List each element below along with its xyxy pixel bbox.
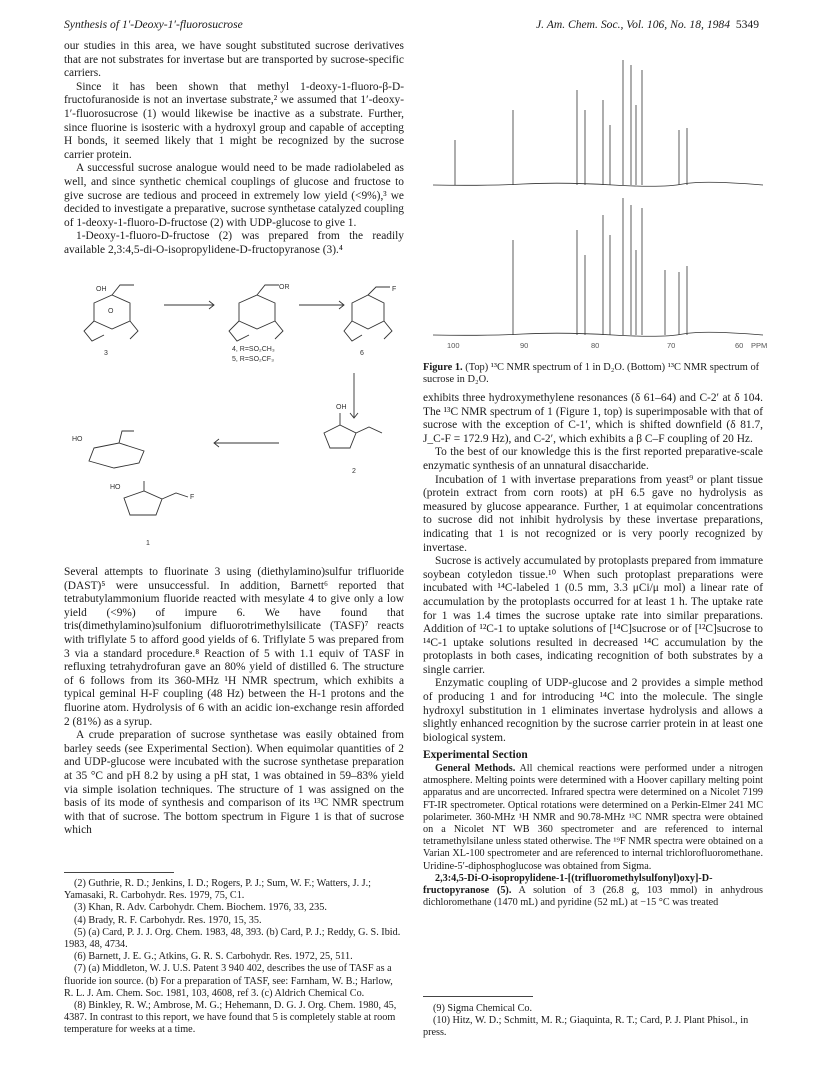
paragraph: exhibits three hydroxymethylene resonances (δ 61–64) and C-2′ at δ 104. The ¹³C NMR spectrum of 1 (Figure 1, top) is superimposable with that of sucrose with the exception of C-1′, which is shifted downfield (δ 81.7, J_C-F = 172.9 Hz), and C-2′, which exhibits a β C–F coupling of 20 Hz.	[423, 392, 763, 445]
journal-volume: Vol. 106, No. 18, 1984	[626, 18, 731, 31]
page-number: 5349	[735, 18, 759, 31]
reference: (4) Brady, R. F. Carbohydr. Res. 1970, 15, 35.	[74, 914, 262, 926]
compound-label: 4, R=SO₂CH₃	[232, 346, 275, 353]
nmr-figure	[423, 40, 773, 380]
footnote-rule	[64, 872, 174, 873]
reference: (7) (a) Middleton, W. J. U.S. Patent 3 940 402, describes the use of TASF as a fluoride ion source. (b) For a preparation of TASF, see: Farnham, W. B.; Harlow, R. L. J. Am. Chem. Soc. 1981, 103, 4608, ref 3. (c) Aldrich Chemical Co.	[64, 963, 393, 999]
atom-label: O	[108, 308, 114, 315]
paragraph: Sucrose is actively accumulated by protoplasts prepared from immature soybean cotyledon tissue.¹⁰ When such protoplast preparations were incubated with ¹⁴C-labeled 1 (0.5 mm, 3.3 μCi/μ mol) a linear rate of accumulation by the protoplasts occurred for at least 1 h. The uptake rate for 1 was 1.4 times the sucrose uptake rate into similar preparations. Addition of ¹²C-1 to uptake solutions of [¹⁴C]sucrose or of [¹²C]sucrose to ¹⁴C-1 uptake solutions resulted in decreased ¹⁴C accumulation by the protoplasts in both cases, indicating recognition of both substrates by a single carrier.	[423, 555, 763, 676]
atom-label: OH	[96, 286, 107, 293]
reaction-scheme-drawing	[64, 283, 404, 568]
atom-label: F	[392, 286, 397, 293]
experimental-paragraph	[423, 763, 763, 873]
paragraph: Several attempts to fluorinate 3 using (diethylamino)sulfur trifluoride (DAST)⁵ were unsuccessful. In addition, Barnett⁶ reported that tetrabutylammonium fluoride reacted with mesylate 4 to give only a low yield (<9%) of impure 6. We have found that tris(dimethylamino)sulfonium difluorotrimethylsilicate (TASF)⁷ reacts with triflylate 5 to afford good yields of 6. Triflylate 5 was prepared from 3 via a standard procedure.⁸ Reaction of 5 with 1.1 equiv of TASF in refluxing tetrahydrofuran gave an 80% yield of distilled 6. The structure of 6 follows from its 360-MHz ¹H NMR spectrum, which exhibits a typical geminal H-F coupling (48 Hz) between the H-1 protons and the fluorine atom. Hydrolysis of 6 with an acidic ion-exchange resin afforded 2 (81%) as a syrup.	[64, 566, 404, 728]
axis-unit-label: PPM	[751, 341, 768, 350]
compound-label: 5, R=SO₂CF₃	[232, 356, 274, 363]
axis-tick-label: 90	[520, 341, 529, 350]
journal-name: J. Am. Chem. Soc.,	[536, 18, 624, 31]
references-left	[64, 878, 404, 1037]
reference: (3) Khan, R. Adv. Carbohydr. Chem. Biochem. 1976, 33, 235.	[74, 902, 327, 914]
left-column-intro	[64, 40, 404, 258]
section-heading: Experimental Section	[423, 749, 528, 762]
paragraph: A successful sucrose analogue would need to be made radiolabeled as well, and since synthetic chemical couplings of glucose and fructose to give sucrose are tedious and proceed in extremely low yield (<9%),³ we decided to investigate a preparative, sucrose synthetase catalyzed coupling of 1-deoxy-1-fluoro-D-fructose (2) with UDP-glucose to give 1.	[64, 162, 405, 229]
reference: (10) Hitz, W. D.; Schmitt, M. R.; Giaquinta, R. T.; Card, P. J. Plant Phisol., in press.	[423, 1015, 749, 1039]
reference: (9) Sigma Chemical Co.	[433, 1003, 533, 1014]
atom-label: F	[190, 494, 195, 501]
paragraph: our studies in this area, we have sought substituted sucrose derivatives that are not substrates for invertase but are transported by sucrose-specific carriers.	[64, 40, 404, 80]
paragraph-text: All chemical reactions were performed under a nitrogen atmosphere. Melting points were determined with a Hoover capillary melting point apparatus and are uncorrected. Infrared spectra were determined on a Nicolet 7199 FT-IR spectrometer. Optical rotations were determined on a Perkin-Elmer 241 MC polarimeter. 360-MHz ¹H NMR and 90.78-MHz ¹³C NMR spectra were obtained on a Nicolet NT WB 360 spectrometer and are referenced to internal tetramethylsilane unless stated otherwise. The ¹⁹F NMR spectra were obtained on a Varian XL-100 spectrometer and are referenced to internal trichlorofluoromethane. Uridine-5′-diphosphoglucose was obtained from Sigma.	[423, 763, 763, 872]
axis-tick-label: 80	[591, 341, 600, 350]
reference: (2) Guthrie, R. D.; Jenkins, I. D.; Rogers, P. J.; Sum, W. F.; Watters, J. J.; Yamasaki, R. Carbohydr. Res. 1979, 75, C1.	[64, 878, 372, 902]
compound-label: 2	[352, 468, 356, 475]
compound-label: 6	[360, 350, 364, 357]
compound-label: 1	[146, 540, 150, 547]
footnote-rule	[423, 996, 533, 997]
atom-label: OR	[279, 284, 290, 291]
running-title: Synthesis of 1′-Deoxy-1′-fluorosucrose	[64, 18, 243, 31]
nmr-spectra	[423, 40, 773, 350]
journal-citation	[536, 18, 759, 31]
reaction-scheme	[64, 283, 404, 568]
figure-label: Figure 1.	[423, 362, 463, 373]
paragraph: Since it has been shown that methyl 1-deoxy-1-fluoro-β-D-fructofuranoside is not an invertase substrate,² we assumed that 1′-deoxy-1′-fluorosucrose (1) would likewise be inactive as a substrate. Further, since fluorine is isosteric with a hydroxyl group and capable of accepting H bonds, it seemed likely that 1 might be recognized by the sucrose carrier protein.	[64, 80, 404, 161]
axis-tick-label: 60	[735, 341, 744, 350]
figure-caption	[423, 362, 763, 386]
paragraph-label: General Methods.	[435, 763, 516, 775]
reference: (6) Barnett, J. E. G.; Atkins, G. R. S. Carbohydr. Res. 1972, 25, 511.	[74, 951, 353, 963]
paragraph: A crude preparation of sucrose synthetase was easily obtained from barley seeds (see Experimental Section). When equimolar quantities of 2 and UDP-glucose were incubated with the sucrose synthetase preparation at 35 °C and pH 8.2 by using a pH stat, 1 was obtained in 59–83% yield via simple isolation techniques. The structure of 1 was assigned on the basis of its mode of synthesis and comparison of its ¹³C NMR spectrum with that of sucrose. The bottom spectrum in Figure 1 is that of sucrose which	[64, 729, 404, 837]
compound-heading: 2,3:4,5-Di-O-isopropylidene-1-[(trifluoromethylsulfonyl)oxy]-D-fructopyranose (5).	[423, 872, 713, 897]
reference: (8) Binkley, R. W.; Ambrose, M. G.; Hehemann, D. G. J. Org. Chem. 1980, 45, 4387. In contrast to this report, we have found that 5 is completely stable at room temperature for weeks at a time.	[64, 1000, 397, 1036]
experimental-paragraph	[423, 873, 763, 910]
axis-tick-label: 70	[667, 341, 676, 350]
atom-label: HO	[110, 484, 121, 491]
axis-tick-label: 100	[447, 341, 460, 350]
right-column	[423, 392, 763, 909]
reference: (5) (a) Card, P. J. J. Org. Chem. 1983, 48, 393. (b) Card, P. J.; Reddy, G. S. Ibid. 1983, 48, 4734.	[64, 926, 401, 951]
figure-caption-text: (Top) ¹³C NMR spectrum of 1 in D₂O. (Bottom) ¹³C NMR spectrum of sucrose in D₂O.	[423, 362, 760, 385]
paragraph: To the best of our knowledge this is the first reported preparative-scale enzymatic synthesis of an unnatural disaccharide.	[423, 446, 763, 472]
paragraph: Incubation of 1 with invertase preparations from yeast⁹ or plant tissue (protein extract from corn roots) at pH 6.5 gave no hydrolysis as measured by glucose appearance. Further, 1 at equimolar concentrations to sucrose did not inhibit hydrolysis by these invertase preparations, indicating that 1 is not recognized or is very poorly recognized by invertase.	[423, 473, 763, 554]
atom-label: HO	[72, 436, 83, 443]
left-column-body	[64, 566, 404, 838]
references-right	[423, 1003, 763, 1040]
compound-label: 3	[104, 350, 108, 357]
paragraph: Enzymatic coupling of UDP-glucose and 2 provides a simple method of producing 1 and for introducing ¹⁴C into the molecule. The single hydroxyl substitution in 1 eliminates invertase hydrolysis and allows a slightly enhanced recognition by the sucrose carrier protein in at least one biological system.	[423, 677, 763, 744]
paragraph: 1-Deoxy-1-fluoro-D-fructose (2) was prepared from the readily available 2,3:4,5-di-O-isopropylidene-D-fructopyranose (3).⁴	[64, 230, 404, 256]
paragraph-text: A solution of 3 (26.8 g, 103 mmol) in anhydrous dichloromethane (1470 mL) and pyridine (52 mL) at −15 °C was treated	[423, 885, 763, 909]
atom-label: OH	[336, 404, 347, 411]
